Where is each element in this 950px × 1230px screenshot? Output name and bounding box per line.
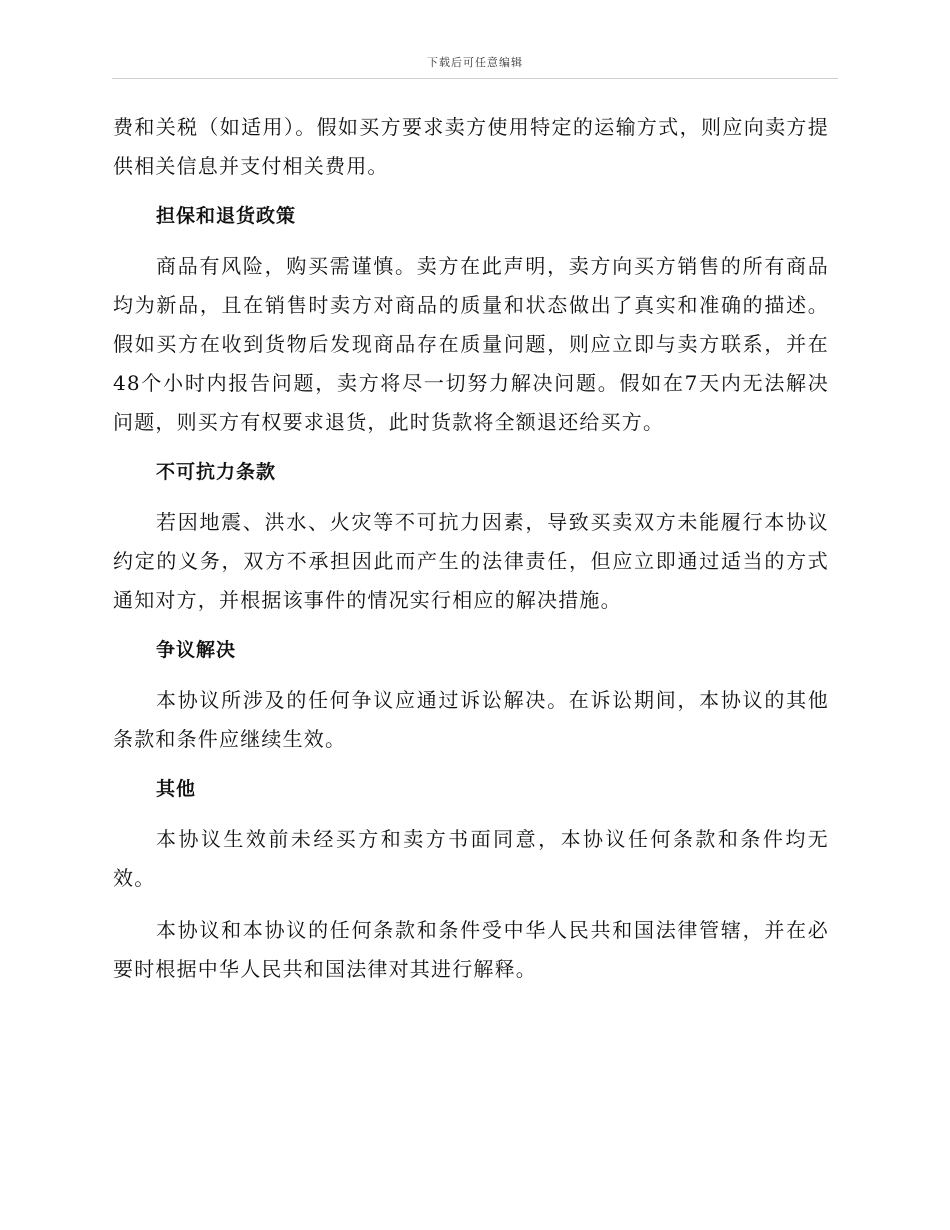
heading-dispute-resolution: 争议解决 xyxy=(156,639,237,661)
page-header: 下载后可任意编辑 xyxy=(427,56,523,69)
heading-force-majeure: 不可抗力条款 xyxy=(156,461,277,483)
paragraph-force-majeure: 若因地震、洪水、火灾等不可抗力因素，导致买卖双方未能履行本协议约定的义务，双方不承担因此而产生的法律责任，但应立即通过适当的方式通知对方，并根据该事件的情况实行相应的解决措施。 xyxy=(113,510,829,612)
paragraph-warranty-returns: 商品有风险，购买需谨慎。卖方在此声明，卖方向买方销售的所有商品均为新品，且在销售时卖方对商品的质量和状态做出了真实和准确的描述。假如买方在收到货物后发现商品存在质量问题，则应立即与卖方联系，并在48个小时内报告问题，卖方将尽一切努力解决问题。假如在7天内无法解决问题，则买方有权要求退货，此时货款将全额退还给买方。 xyxy=(113,254,829,434)
paragraph-other-validity: 本协议生效前未经买方和卖方书面同意，本协议任何条款和条件均无效。 xyxy=(113,827,829,890)
paragraph-dispute-resolution: 本协议所涉及的任何争议应通过诉讼解决。在诉讼期间，本协议的其他条款和条件应继续生效。 xyxy=(113,688,829,751)
paragraph-other-governing-law: 本协议和本协议的任何条款和条件受中华人民共和国法律管辖，并在必要时根据中华人民共和国法律对其进行解释。 xyxy=(113,918,829,981)
heading-other: 其他 xyxy=(156,778,197,800)
paragraph-shipping-continued: 费和关税（如适用）。假如买方要求卖方使用特定的运输方式，则应向卖方提供相关信息并支付相关费用。 xyxy=(113,115,829,178)
heading-warranty-returns: 担保和退货政策 xyxy=(156,205,297,227)
header-divider xyxy=(112,78,838,79)
document-body xyxy=(113,108,829,989)
